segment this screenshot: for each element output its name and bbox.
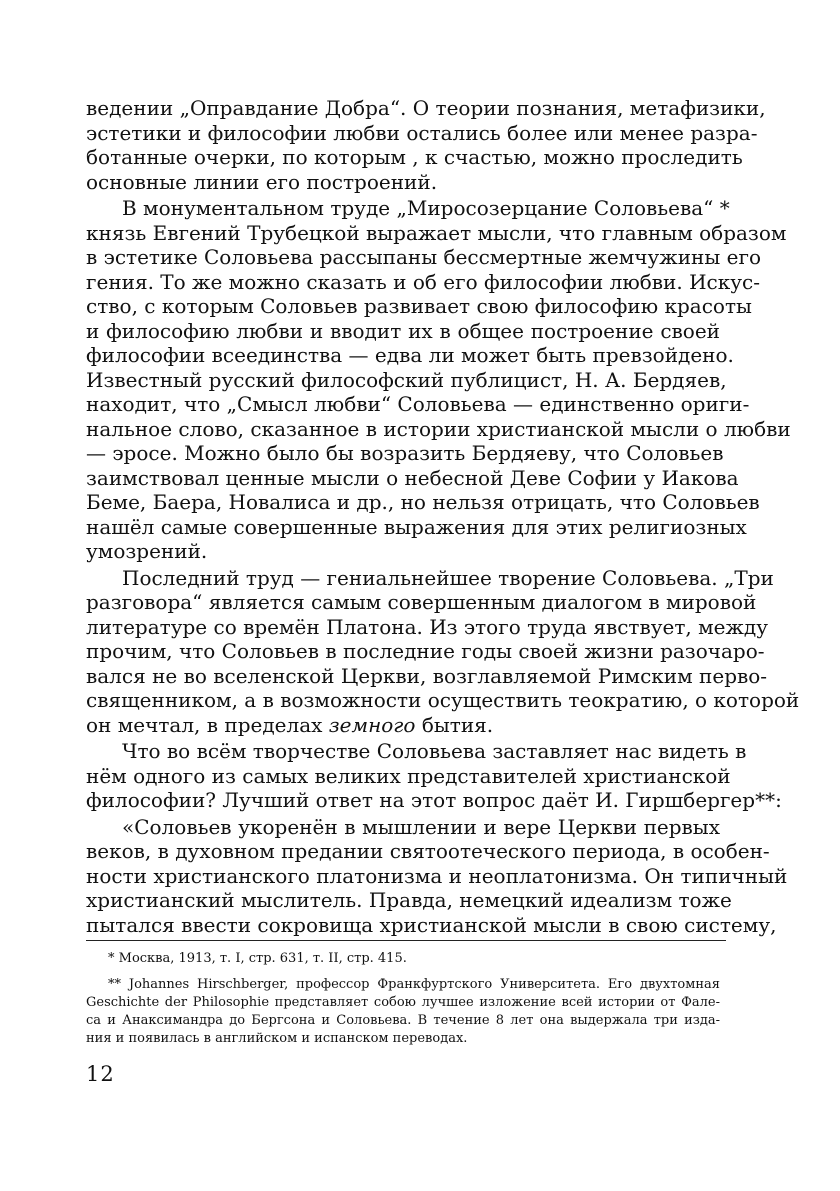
footnote-line: ния и появилась в английском и испанском переводах. [86,1031,468,1046]
text-line: литературе со времён Платона. Из этого труда явствует, между [86,614,768,639]
text-line: князь Евгений Трубецкой выражает мысли, что главным образом [86,220,787,245]
text-run: он мечтал, в пределах [86,712,329,737]
paragraph [86,739,782,813]
footnote-line: Geschichte der Philosophie представляет собою лучшее изложение всей истории от Фале- [86,995,720,1010]
text-line: в эстетике Соловьева рассыпаны бессмертные жемчужины его [86,245,761,269]
emphasized-word: земного [328,712,416,737]
text-line: веков, в духовном предании святоотеческого периода, в особен- [86,839,770,863]
text-line: Что во всём творчестве Соловьева заставляет нас видеть в [122,739,747,763]
main-text [86,96,800,937]
footnote [86,976,720,1048]
text-line: нём одного из самых великих представителей христианской [86,763,731,788]
text-run: бытия. [415,712,494,737]
footnote-line: * Москва, 1913, т. I, стр. 631, т. II, стр. 415. [108,951,407,966]
text-line [86,713,720,738]
footnote-divider [86,940,726,941]
text-line: ство, с которым Соловьев развивает свою философию красоты [86,294,752,318]
text-line: нашёл самые совершенные выражения для этих религиозных [86,514,747,539]
text-line: находит, что „Смысл любви“ Соловьева — единственно ориги- [86,392,750,416]
text-line: основные линии его построений. [86,169,438,194]
text-line: ности христианского платонизма и неоплатонизма. Он типичный [86,863,788,888]
text-line: священником, а в возможности осуществить теократию, о которой [86,688,800,712]
text-line: ботанные очерки, по которым , к счастью, можно проследить [86,145,743,169]
text-line: Последний труд — гениальнейшее творение Соловьева. „Три [122,565,774,590]
text-line: вался не во вселенской Церкви, возглавляемой Римским перво- [86,663,768,688]
paragraph [86,565,800,738]
footnote-line: ** Johannes Hirschberger, профессор Франкфуртского Университета. Его двухтомная [108,977,720,992]
text-line: В монументальном труде „Миросозерцание Соловьева“ * [122,196,730,220]
paragraph [86,196,791,564]
text-line: «Соловьев укоренён в мышлении и вере Церкви первых [122,814,720,839]
paragraph [86,96,766,194]
text-line: христианский мыслитель. Правда, немецкий идеализм тоже [86,888,732,912]
text-line: умозрений. [86,539,208,563]
page-number: 12 [86,1062,115,1086]
text-line: философии? Лучший ответ на этот вопрос даёт И. Гиршбергер**: [86,788,782,812]
block-quote [86,814,788,938]
text-line: Известный русский философский публицист, Н. А. Бердяев, [86,367,727,392]
text-line: разговора“ является самым совершенным диалогом в мировой [86,590,757,614]
text-line: Беме, Баера, Новалиса и др., но нельзя отрицать, что Соловьев [86,490,760,514]
text-line: эстетики и философии любви остались более или менее разра- [86,120,758,145]
text-line: гения. То же можно сказать и об его философии любви. Искус- [86,269,760,294]
text-line: заимствовал ценные мысли о небесной Деве Софии у Иакова [86,465,739,490]
text-line: прочим, что Соловьев в последние годы своей жизни разочаро- [86,639,765,663]
text-line: философии всеединства — едва ли может быть превзойдено. [86,343,734,367]
footnote-line: са и Анаксимандра до Бергсона и Соловьева. В течение 8 лет она выдержала три изда- [86,1013,720,1028]
footnotes [86,950,720,1048]
text-line: и философию любви и вводит их в общее построение своей [86,318,720,343]
text-line: пытался ввести сокровища христианской мысли в свою систему, [86,912,777,937]
text-line: ведении „Оправдание Добра“. О теории познания, метафизики, [86,96,766,120]
text-line: нальное слово, сказанное в истории христианской мысли о любви [86,416,791,441]
footnote [86,950,720,968]
text-line: — эросе. Можно было бы возразить Бердяеву, что Соловьев [86,441,724,465]
